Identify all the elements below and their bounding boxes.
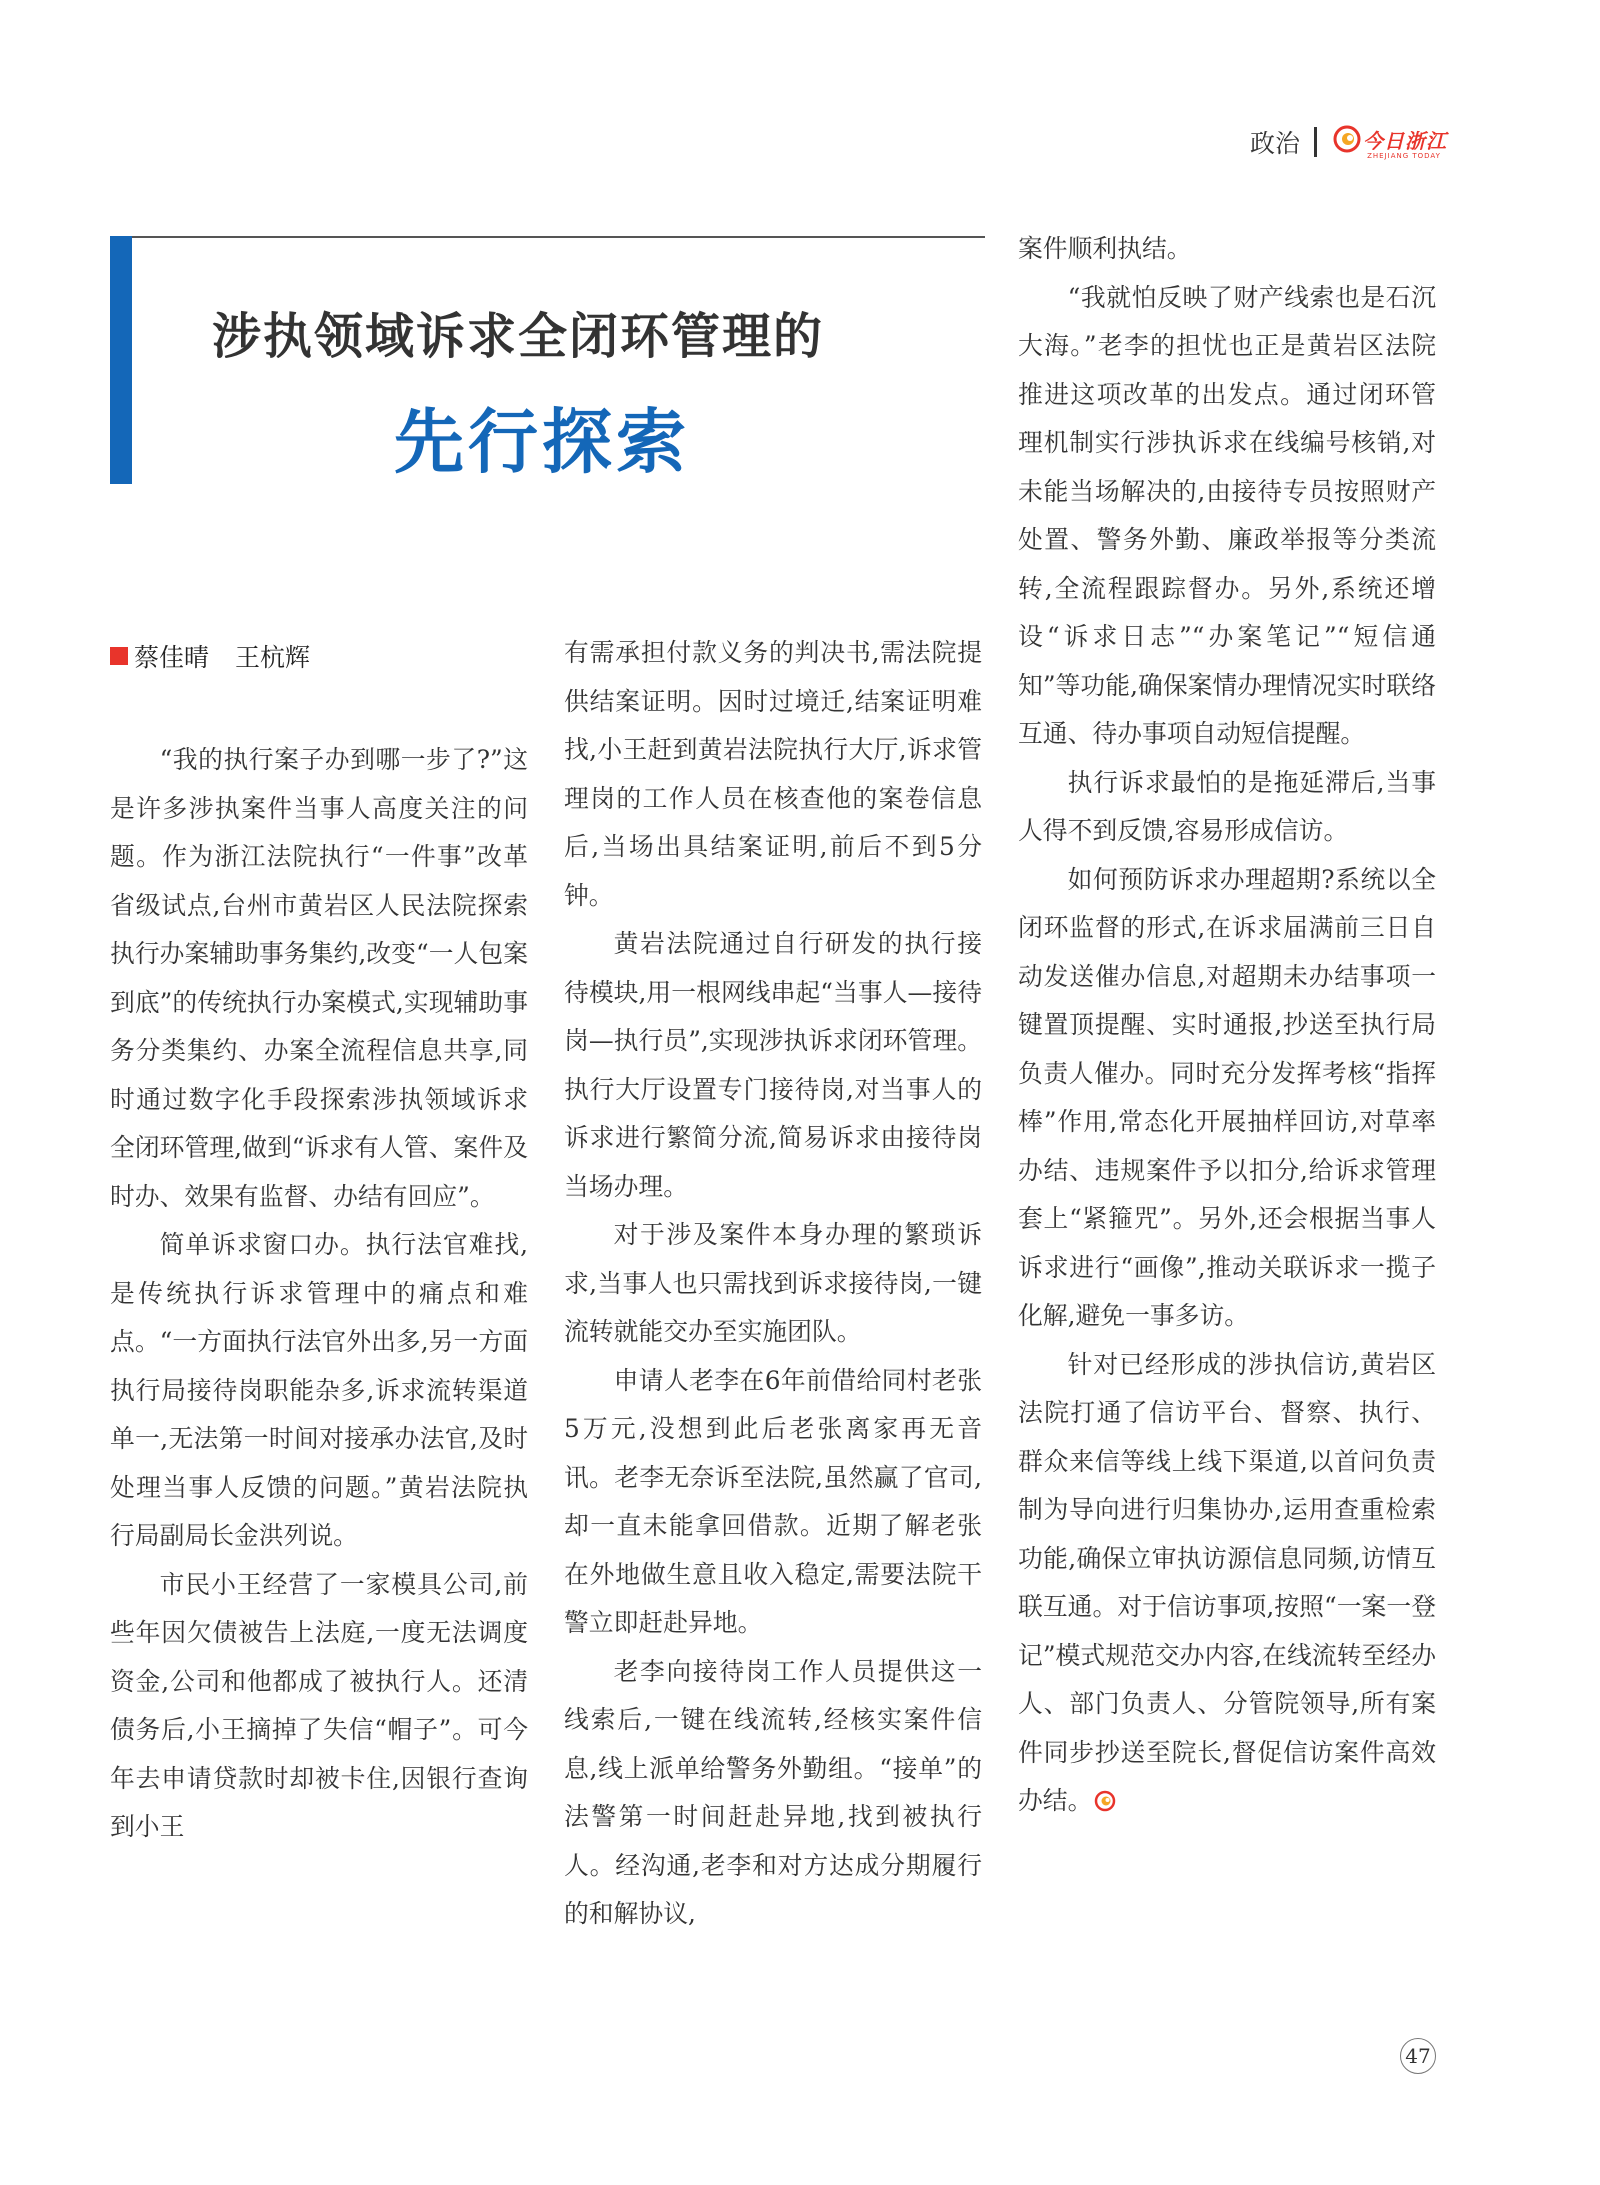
section-name: 政治 (1250, 129, 1301, 158)
title-accent-bar (110, 236, 132, 484)
paragraph: 如何预防诉求办理超期?系统以全闭环监督的形式,在诉求届满前三日自动发送催办信息,对超期未办结事项一键置顶提醒、实时通报,抄送至执行局负责人催办。同时充分发挥考核“指挥棒”作用,常态化开展抽样回访,对草率办结、违规案件予以扣分,给诉求管理套上“紧箍咒”。另外,还会根据当事人诉求进行“画像”,推动关联诉求一揽子化解,避免一事多访。 (1018, 864, 1436, 1330)
paragraph: 申请人老李在6年前借给同村老张5万元,没想到此后老张离家再无音讯。老李无奈诉至法院,虽然赢了官司,却一直未能拿回借款。近期了解老张在外地做生意且收入稳定,需要法院干警立即赶赴异地。 (564, 1365, 982, 1637)
logo-text-cn: 今日浙江 (1363, 128, 1448, 153)
article-column-3 (1018, 225, 1436, 1826)
paragraph: 对于涉及案件本身办理的繁琐诉求,当事人也只需找到诉求接待岗,一键流转就能交办至实施团队。 (564, 1220, 982, 1346)
paragraph-continuation: 有需承担付款义务的判决书,需法院提供结案证明。因时过境迁,结案证明难找,小王赶到黄岩法院执行大厅,诉求管理岗的工作人员在核查他的案卷信息后,当场出具结案证明,前后不到5分钟。 (564, 638, 982, 910)
logo-text-en: ZHEJIANG TODAY (1367, 151, 1441, 160)
byline-marker-icon (110, 647, 128, 665)
paragraph: 老李向接待岗工作人员提供这一线索后,一键在线流转,经核实案件信息,线上派单给警务外勤组。“接单”的法警第一时间赶赴异地,找到被执行人。经沟通,老李和对方达成分期履行的和解协议, (564, 1656, 982, 1928)
header-divider (1314, 127, 1317, 157)
byline (110, 638, 310, 674)
paragraph-text: 针对已经形成的涉执信访,黄岩区法院打通了信访平台、督察、执行、群众来信等线上线下渠道,以首问负责制为导向进行归集协办,运用查重检索功能,确保立审执访源信息同频,访情互联互通。对于信访事项,按照“一案一登记”模式规范交办内容,在线流转至经办人、部门负责人、分管院领导,所有案件同步抄送至院长,督促信访案件高效办结。 (1018, 1349, 1436, 1815)
article-title-line1: 涉执领域诉求全闭环管理的 (212, 307, 825, 365)
paragraph: “我的执行案子办到哪一步了?”这是许多涉执案件当事人高度关注的问题。作为浙江法院执行“一件事”改革省级试点,台州市黄岩区人民法院探索执行办案辅助事务集约,改变“一人包案到底”的传统执行办案模式,实现辅助事务分类集约、办案全流程信息共享,同时通过数字化手段探索涉执领域诉求全闭环管理,做到“诉求有人管、案件及时办、效果有监督、办结有回应”。 (110, 745, 528, 1211)
paragraph-last (1018, 1341, 1436, 1826)
page-header (1250, 120, 1550, 164)
author-name: 王杭辉 (235, 643, 311, 672)
article-title-block (110, 236, 985, 484)
paragraph: 市民小王经营了一家模具公司,前些年因欠债被告上法庭,一度无法调度资金,公司和他都成了被执行人。还清债务后,小王摘掉了失信“帽子”。可今年去申请贷款时却被卡住,因银行查询到小王 (110, 1569, 528, 1841)
article-end-icon (1094, 1790, 1116, 1812)
paragraph-continuation: 案件顺利执结。 (1018, 234, 1192, 263)
article-title-line2: 先行探索 (394, 401, 690, 483)
title-rule (132, 236, 985, 238)
paragraph: 黄岩法院通过自行研发的执行接待模块,用一根网线串起“当事人—接待岗—执行员”,实现涉执诉求闭环管理。执行大厅设置专门接待岗,对当事人的诉求进行繁简分流,简易诉求由接待岗当场办理。 (564, 929, 982, 1201)
page-number: 47 (1400, 2038, 1436, 2074)
article-column-2 (564, 629, 982, 1939)
paragraph: 执行诉求最怕的是拖延滞后,当事人得不到反馈,容易形成信访。 (1018, 767, 1436, 845)
magazine-logo (1333, 125, 1447, 160)
article-column-1 (110, 736, 528, 1852)
paragraph: 简单诉求窗口办。执行法官难找,是传统执行诉求管理中的痛点和难点。“一方面执行法官外出多,另一方面执行局接待岗职能杂多,诉求流转渠道单一,无法第一时间对接承办法官,及时处理当事人反馈的问题。”黄岩法院执行局副局长金洪列说。 (110, 1230, 528, 1550)
paragraph: “我就怕反映了财产线索也是石沉大海。”老李的担忧也正是黄岩区法院推进这项改革的出发点。通过闭环管理机制实行涉执诉求在线编号核销,对未能当场解决的,由接待专员按照财产处置、警务外勤、廉政举报等分类流转,全流程跟踪督办。另外,系统还增设“诉求日志”“办案笔记”“短信通知”等功能,确保案情办理情况实时联络互通、待办事项自动短信提醒。 (1018, 282, 1436, 748)
logo-swirl-icon (1333, 125, 1361, 153)
author-name: 蔡佳晴 (134, 643, 210, 672)
